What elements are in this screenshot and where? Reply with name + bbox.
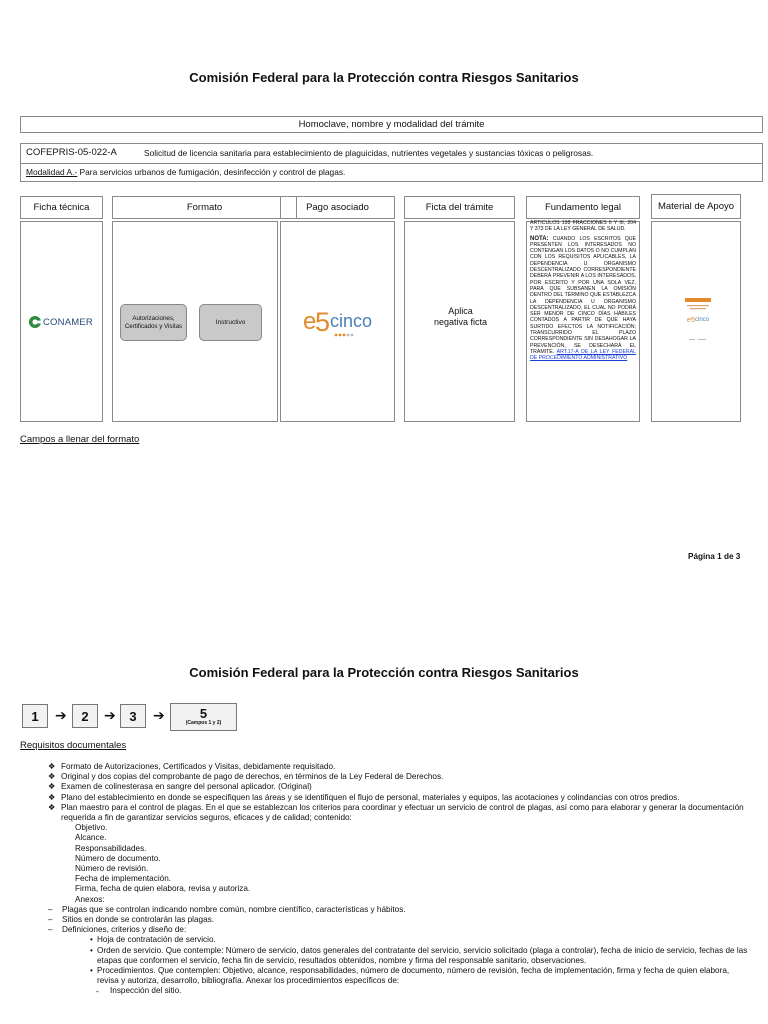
design-text: Procedimientos. Que contemplen: Objetivo, alcance, responsabilidades, número de documento, número de revisión, fecha de implementación, firma y fecha de quien elabora, revisa y autoriza, desarrollo, bibliografía. Anexar los procedimientos específicos de: bbox=[97, 966, 730, 986]
material-cell bbox=[651, 221, 741, 422]
content-item: Alcance. bbox=[75, 833, 107, 843]
step-5 bbox=[170, 703, 237, 731]
list-item bbox=[28, 915, 753, 925]
ficta-text: Aplica negativa ficta bbox=[433, 306, 488, 327]
list-item bbox=[48, 762, 753, 772]
dash-bullet: – bbox=[48, 915, 53, 925]
content-item: Firma, fecha de quien elabora, revisa y autoriza. bbox=[75, 884, 251, 894]
fundamento-cell bbox=[526, 221, 640, 422]
tramite-box bbox=[20, 143, 763, 182]
design-text: Orden de servicio. Que contemple: Número de servicio, datos generales del contratante del servicio, servicio solicitado (plaga a controlar), fecha de inicio de servicio, fechas de las etapas que conformen el servicio, fecha fin de servicio, resultados obtenidos, nombre y firma del responsable sanitario, observaciones. bbox=[97, 945, 748, 965]
legal-nota bbox=[530, 236, 636, 362]
req-text: Plan maestro para el control de plagas. En el que se establezcan los criterios para coordinar y efectuar un servicio de control de plagas, así como para elaborar y generar la documentación requerida a fin de garantizar servicios seguros, eficaces y de calidad; contenido: bbox=[61, 802, 744, 823]
pago-cell bbox=[280, 221, 395, 422]
legal-nota-label: NOTA: bbox=[530, 235, 549, 242]
list-item bbox=[28, 925, 753, 935]
svg-text:e: e bbox=[687, 317, 691, 324]
list-item bbox=[48, 772, 753, 782]
content-item: Objetivo. bbox=[75, 823, 108, 833]
content-item: Responsabilidades. bbox=[75, 843, 147, 853]
list-item bbox=[48, 793, 753, 803]
diamond-bullet-icon: ❖ bbox=[48, 772, 56, 782]
step-2: 2 bbox=[72, 704, 98, 728]
list-item bbox=[48, 803, 753, 823]
svg-text:5: 5 bbox=[691, 317, 695, 324]
svg-text:cinco: cinco bbox=[330, 311, 373, 331]
material-thumbnail[interactable] bbox=[683, 297, 713, 349]
conamer-icon bbox=[28, 315, 42, 329]
contents-block bbox=[48, 823, 753, 905]
list-item bbox=[48, 935, 753, 945]
arrow-right-icon: ➔ bbox=[55, 707, 67, 723]
dash-bullet: – bbox=[48, 904, 53, 914]
sub-bullet: ˗ bbox=[96, 986, 99, 996]
tramite-name: Solicitud de licencia sanitaria para establecimiento de plaguicidas, nutrientes vegetales y sustancias tóxicas o peligrosas. bbox=[144, 148, 594, 158]
diamond-bullet-icon: ❖ bbox=[48, 782, 56, 792]
procedure-text: Inspección del sitio. bbox=[110, 986, 182, 996]
e5cinco-logo[interactable] bbox=[303, 305, 377, 344]
legal-nota-text: CUANDO LOS ESCRITOS QUE PRESENTEN LOS INTERESADOS NO CONTENGAN LOS DATOS O NO CUMPLAN CON LOS REQUISITOS APLICABLES, LA DEPENDENCIA U ORGANISMO DESCENTRALIZADO CORRESPONDIENTE DEBERÁ PREVENIR A LOS INTERESADOS, POR ESCRITO Y POR UNA SOLA VEZ, PARA QUE SUBSANEN LA OMISIÓN DENTRO DEL TÉRMINO QUE ESTABLEZCA LA DEPENDENCIA U ORGANISMO DESCENTRALIZADO, EL CUAL NO PODRÁ SER MENOR DE CINCO DÍAS HÁBILES CONTADOS A PARTIR DE QUE HAYA SURTIDO EFECTOS LA NOTIFICACIÓN; TRANSCURRIDO EL PLAZO CORRESPONDIENTE SIN DESAHOGAR LA PREVENCIÓN, SE DESECHARÁ EL TRÁMITE. bbox=[530, 235, 636, 355]
col-formato: Formato bbox=[112, 196, 297, 219]
divider bbox=[21, 163, 762, 164]
legal-text bbox=[527, 220, 639, 362]
req-text: Original y dos copias del comprobante de pago de derechos, en términos de la Ley Federal de Derechos. bbox=[61, 772, 444, 782]
step-5-caption: (Campos 1 y 2) bbox=[185, 719, 222, 726]
list-item bbox=[48, 986, 753, 996]
page-title: Comisión Federal para la Protección contra Riesgos Sanitarios bbox=[189, 70, 579, 85]
list-item bbox=[48, 946, 753, 966]
annex-text: Sitios en donde se controlarán las plagas. bbox=[62, 915, 215, 925]
step-5-number: 5 bbox=[199, 705, 208, 721]
ficha-cell bbox=[20, 221, 103, 422]
content-item: Anexos: bbox=[75, 894, 105, 904]
section-header: Homoclave, nombre y modalidad del trámite bbox=[20, 116, 763, 133]
svg-text:5: 5 bbox=[315, 307, 331, 337]
col-material: Material de Apoyo bbox=[651, 194, 741, 219]
requirements-list bbox=[48, 762, 753, 997]
list-item bbox=[48, 782, 753, 792]
ficta-cell bbox=[404, 221, 515, 422]
modalidad-label: Modalidad A.- bbox=[26, 167, 78, 177]
document-thumbnail-icon bbox=[683, 297, 713, 349]
list-item bbox=[48, 966, 753, 986]
legal-articles: ARTICULOS 198 FRACCIONES II Y III, 204 Y 373 DE LA LEY GENERAL DE SALUD. bbox=[530, 220, 636, 233]
dot-bullet: • bbox=[90, 945, 93, 955]
annex-text: Definiciones, criterios y diseño de: bbox=[62, 925, 187, 935]
conamer-text: CONAMER bbox=[43, 316, 93, 328]
step-1: 1 bbox=[22, 704, 48, 728]
content-item: Fecha de implementación. bbox=[75, 874, 172, 884]
diamond-bullet-icon: ❖ bbox=[48, 802, 56, 812]
diamond-bullet-icon: ❖ bbox=[48, 792, 56, 802]
campos-link[interactable]: Campos a llenar del formato bbox=[20, 434, 140, 445]
content-item: Número de revisión. bbox=[75, 864, 149, 874]
req-text: Formato de Autorizaciones, Certificados y Visitas, debidamente requisitado. bbox=[61, 762, 336, 771]
col-ficha-tecnica: Ficha técnica bbox=[20, 196, 103, 219]
col-ficta: Ficta del trámite bbox=[404, 196, 515, 219]
instructivo-button[interactable]: Instructivo bbox=[199, 304, 262, 341]
col-pago-asociado: Pago asociado bbox=[280, 196, 395, 219]
page-number: Página 1 de 3 bbox=[688, 552, 741, 561]
svg-text:cinco: cinco bbox=[695, 317, 710, 323]
dash-bullet: – bbox=[48, 925, 53, 935]
list-item bbox=[28, 905, 753, 915]
legal-link[interactable]: ART.17-A DE LA LEY FEDERAL DE PROCEDIMIENTO ADMINISTRATIVO bbox=[530, 348, 637, 362]
e5cinco-icon bbox=[303, 305, 377, 339]
diamond-bullet-icon: ❖ bbox=[48, 762, 56, 771]
formato-cell bbox=[112, 221, 278, 422]
design-text: Hoja de contratación de servicio. bbox=[97, 935, 216, 945]
homoclave: COFEPRIS-05-022-A bbox=[26, 147, 117, 158]
page-title-2: Comisión Federal para la Protección contra Riesgos Sanitarios bbox=[189, 665, 579, 680]
col-fundamento: Fundamento legal bbox=[526, 196, 640, 219]
dot-bullet: • bbox=[90, 935, 93, 945]
req-text: Plano del establecimiento en donde se especifiquen las áreas y se identifiquen el flujo de personal, materiales y equipos, las acotaciones y colindancias con otros predios. bbox=[61, 792, 680, 802]
step-3: 3 bbox=[120, 704, 146, 728]
modalidad-text: Para servicios urbanos de fumigación, desinfección y control de plagas. bbox=[79, 167, 346, 177]
dot-bullet: • bbox=[90, 966, 93, 976]
content-item: Número de documento. bbox=[75, 853, 161, 863]
svg-text:e: e bbox=[303, 308, 317, 335]
req-text: Examen de colinesterasa en sangre del personal aplicador. (Original) bbox=[61, 782, 312, 792]
formato-autorizaciones-button[interactable]: Autorizaciones, Certificados y Visitas bbox=[120, 304, 187, 341]
conamer-logo[interactable] bbox=[28, 315, 93, 329]
arrow-right-icon: ➔ bbox=[104, 707, 116, 723]
modalidad bbox=[26, 167, 345, 177]
annex-text: Plagas que se controlan indicando nombre común, nombre científico, características y hábitos. bbox=[62, 904, 406, 914]
arrow-right-icon: ➔ bbox=[153, 707, 165, 723]
req-heading: Requisitos documentales bbox=[20, 740, 127, 751]
